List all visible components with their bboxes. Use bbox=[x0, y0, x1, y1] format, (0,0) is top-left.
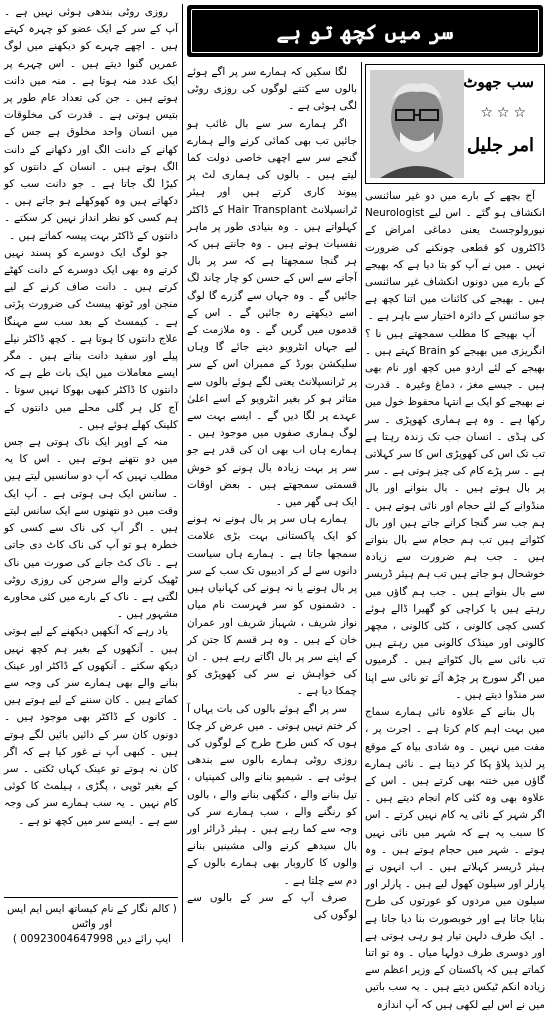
paragraph: ہمارے ہاں سر پر بال ہونے نہ ہونے کو ایک پاکستانی بہت بڑی علامت سمجھا جاتا ہے ۔ ہمارے ہاں سیاست دانوں سے لے کر ادیبوں تک سب کے سر پر بال ہونے یا نہ ہونے کی کہانیاں ہیں ۔ دشمنوں کو سر فہرست نام میاں نواز شریف ، شہباز شریف اور عمران خان کے ہیں ۔ وہ ہر قسم کا جتن کر کے اپنے سر پر بال اگاتے رہے ہیں ۔ ان کی خواہش نے سر کی کھوپڑی کو چمکا دیا ہے ۔ bbox=[187, 513, 357, 698]
contact-note-line: ایپ رائے دیں 00923004647998 ) bbox=[12, 933, 172, 945]
paragraph: روزی روٹی بندھی ہوئی نہیں ہے ۔ آپ کے سر کے ایک عضو کو چہرہ کہتے ہیں ۔ اچھے چہرے کو دیکھنے میں لوگ عمریں گنوا دیتے ہیں ۔ اس چہرے پر ایک عدد منہ ہوتا ہے ۔ منہ میں دانت ہوتے ہیں ۔ جن کی تعداد عام طور پر بتیس ہوتی ہے ۔ قدرت کی مخلوقات میں انسان واحد مخلوق ہے جس کے کھانے کے دانت الگ اور دکھانے کے دانت الگ ہوتے ہیں ۔ انسان کے دانتوں کو کیڑا لگ جاتا ہے ۔ جو دانت سب کو دکھاتے ہیں وہ کھوکھلے ہو جاتے ہیں ۔ ہم کسی کو نظر انداز نہیں کر سکتے ۔ دانتوں کے ڈاکٹر بہت پیسہ کماتے ہیں ۔ bbox=[4, 6, 178, 242]
paragraph: آج بچھے کے بارے میں دو غیر سائنسی انکشاف ہو گئے ۔ اس لیے Neurologist نیورولوجسٹ یعنی دماغی امراض کے ڈاکٹروں کو قطعی چونکنے کی ضرورت نہیں ۔ میں نے آپ کو بتا دیا ہے کہ بھیجے کے بارے میں دونوں انکشاف غیر سائنسی ہیں ۔ بھیجے کی کائنات میں اتنا کچھ ہے جو سائنس کے دائرہ اختیار سے باہر ہے ۔ bbox=[365, 190, 545, 323]
stars-ornament: ☆☆☆ bbox=[480, 105, 530, 121]
paragraph: یاد رہے کہ آنکھیں دیکھنے کے لیے ہوتی ہیں ۔ آنکھوں کے بغیر ہم کچھ نہیں دیکھ سکتے ۔ آنکھوں کے ڈاکٹر اور عینک بنانے والے بھی ہمارے سر کی وجہ سے کماتے ہیں ۔ کان سننے کے لیے ہوتے ہیں ۔ کانوں کے ڈاکٹر بھی موجود ہیں ۔ دونوں کان سر کے دائیں بائیں لگے ہوتے ہیں ۔ کبھی آپ نے غور کیا ہے کہ اگر کان نہ ہوتے تو عینک کہاں ٹکتی ۔ سر کے بغیر ٹوپی ، پگڑی ، ہیلمٹ کا کوئی کام نہیں ۔ یہ سب ہمارے سر کی وجہ سے ہے ۔ ایسے سر میں کچھ تو ہے ۔ bbox=[4, 625, 178, 827]
paragraph: جو لوگ ایک دوسرے کو پسند نہیں کرتے وہ بھی ایک دوسرے کے دانت کھٹے کرتے ہیں ۔ دانت صاف کرنے کے لیے منجن اور ٹوتھ پیسٹ کی ضرورت پڑتی ہے ۔ کیمسٹ کے بعد سب سے مہنگا علاج دانتوں کا ہوتا ہے ۔ کچھ ڈاکٹر نیلے پیلے اور سفید دانت بناتے ہیں ۔ مگر ایسے معاملات میں ایک بات طے ہے کہ دانتوں کا ڈاکٹر کبھی بھوکا نہیں سوتا ۔ آج کل ہر گلی محلے میں دانتوں کے کلینک کھلے ہوئے ہیں ۔ bbox=[4, 246, 178, 431]
column-divider bbox=[182, 4, 183, 942]
byline-box bbox=[365, 64, 545, 184]
contact-note bbox=[4, 902, 180, 947]
author-photo bbox=[370, 70, 464, 178]
paragraph: صرف آپ کے سر کے بالوں سے لوگوں کی bbox=[187, 891, 357, 921]
footer-divider bbox=[4, 897, 178, 898]
series-title: سب جھوٹ bbox=[463, 73, 534, 91]
article-column-left bbox=[4, 4, 178, 894]
paragraph: بال بنانے کے علاوہ نائی ہمارے سماج میں بہت اہم کام کرتا ہے ۔ اجرت پر ، مفت میں نہیں ۔ وہ شادی بیاہ کے موقع پر لذیذ پلاؤ پکا کر دیتا ہے ۔ نائی ہمارے گاؤں میں ختنہ بھی کرتے ہیں ۔ اس کے علاوہ بھی وہ کئی کام انجام دیتے ہیں ۔ اگر شہر کے نائی یہ کام نہیں کرتے ۔ اس کا سبب یہ ہے کہ شہر میں نائی نہیں ہوتے ۔ شہر میں حجام ہوتے ہیں ۔ وہ ہیئر ڈریسر کہلاتے ہیں ۔ اب انہوں نے پارلر اور سیلون کھول لیے ہیں ۔ پارلر اور سیلون میں مردوں کو عورتوں کی طرح بنایا جاتا ہے اور خوبصورت بنا دیا جاتا ہے ۔ ایک طرف دلہن تیار ہو رہی ہوتی ہے اور دوسری طرف دولہا میاں ۔ وہ تو اتنا کماتے ہیں کہ پاکستان کے وزیر اعظم سے زیادہ انکم ٹیکس دیتے ہیں ۔ یہ سب باتیں میں نے اس لیے لکھی ہیں کہ آپ اندازہ bbox=[365, 706, 545, 1011]
paragraph: سر پر اگے ہوئے بالوں کی بات یہاں آ کر ختم نہیں ہوتی ۔ میں عرض کر چکا ہوں کہ کس طرح طرح کے لوگوں کی روزی روٹی ہمارے بالوں سے بندھی ہوئی ہے ۔ شیمپو بنانے والی کمپنیاں ، تیل بنانے والے ، کنگھی بنانے والے ، بالوں کو رنگنے والے ، سب ہمارے سر کی وجہ سے کما رہے ہیں ۔ ہیئر ڈرائر اور بال سیدھے کرنے والی مشینیں بنانے والوں کا کاروبار بھی ہمارے بالوں کے دم سے چلتا ہے ۔ bbox=[187, 702, 357, 887]
paragraph: منہ کے اوپر ایک ناک ہوتی ہے جس میں دو نتھنے ہوتے ہیں ۔ اس کا یہ مطلب نہیں کہ آپ دو سانسیں لیتے ہیں ۔ سانس ایک ہی ہوتی ہے ۔ آپ ایک وقت میں دو نتھنوں سے ایک سانس لیتے ہیں ۔ اگر آپ کی ناک سے کسی کو خطرہ ہو تو آپ کی ناک کاٹ دی جاتی ہے ۔ ناک کٹ جانے کی صورت میں ناک ٹھیک کرنے والے سرجن کی روزی روٹی لگتی ہے ۔ ناک کے بارے میں کئی محاورے مشہور ہیں ۔ bbox=[4, 436, 178, 621]
column-divider bbox=[361, 62, 362, 942]
author-name: امر جلیل bbox=[467, 135, 534, 156]
paragraph: اگر ہمارے سر سے بال غائب ہو جائیں تب بھی کمائی کرنے والے ہمارے گنجے سر سے اچھی خاصی دولت کما لیتے ہیں ۔ بالوں کی ہماری لٹ پر پیوند کاری کرتے ہیں اور ہیئر ٹرانسپلانٹ Hair Transplant کے ڈاکٹر کہلواتے ہیں ۔ وہ بنیادی طور پر ماہر نفسیات ہوتے ہیں ۔ وہ جانتے ہیں کہ ہر گنجا سمجھتا ہے کہ سر پر بال آجانے سے اس کے حسن کو چار چاند لگ جائیں گے ۔ وہ جہاں سے گزرے گا لوگ اسے دیکھتے رہ جائیں گے ۔ اس کے قدموں میں گریں گے ۔ وہ ملازمت کے لیے جہاں انٹرویو دینے جائے گا وہاں سلیکشن بورڈ کے ممبران اس کے سر پر ٹرانسپلانٹ یعنی لگے ہوئے بالوں سے متاثر ہو کر بغیر انٹرویو کے اسے اعلیٰ عہدے پر لگا دیں گے ۔ ایسے بہت سے لوگ ہماری صفوں میں موجود ہیں ۔ ہمارے ہاں اب بھی ان کی قدر ہے جو سر پر بہت زیادہ بال ہونے کو خوش قسمتی سمجھتے ہیں ۔ بعض اوقات ایک ہی گھر میں ۔ bbox=[187, 117, 357, 509]
column-title-banner bbox=[187, 5, 543, 57]
column-title: سر میں کچھ تو ہے bbox=[276, 18, 454, 44]
article-column-right bbox=[364, 188, 545, 1011]
contact-note-line: ( کالم نگار کے نام کیساتھ ایس ایم ایس اور واٹس bbox=[7, 903, 177, 930]
paragraph: لگا سکیں کہ ہمارے سر پر اگے ہوئے بالوں سے کتنے لوگوں کی روزی روٹی لگی ہوئی ہے ۔ bbox=[187, 66, 357, 113]
article-column-middle bbox=[187, 64, 357, 942]
paragraph: آپ بھیجے کا مطلب سمجھتے ہیں نا ؟ انگریزی میں بھیجے کو Brain کہتے ہیں ۔ بھیجے کے لئے اردو میں کچھ اور نام بھی ہیں ۔ جیسے مغز ، دماغ وغیرہ ۔ قدرت نے بھیجے کو ایک بے انتہا محفوظ خول میں رکھا ہے ۔ وہ ہے ہماری کھوپڑی ۔ سر کی ہڈی ۔ انسان جب تک زندہ رہتا ہے تب تک اس کی کھوپڑی اس کا سر کہلاتی ہے ۔ سر پڑے کام کی چیز ہوتی ہے ۔ سر پر بال ہوتے ہیں ۔ بال بنوانے اور بال منڈوانے کے لئے حجام اور نائی ہوتے ہیں ۔ ہم جب سر گنجا کرانے جاتے ہیں اور بال کٹواتے ہیں تب ہم حجام سے بال بنواتے ہیں ۔ جب ہم ضرورت سے زیادہ خوشحال ہو جاتے ہیں تب ہم ہیئر ڈریسر سے بال بنواتے ہیں ۔ جب ہم گاؤں میں رہتے ہیں یا کراچی کو گھیرا ڈالے ہوئے کسی کچی کالونی ، کٹی کالونی ، مچھر کالونی اور مینڈک کالونی میں رہتے ہیں تب نائی سے بال کٹواتے ہیں ۔ گرمیوں میں اگر سورج پر چڑھ آئے تو نائی سے اپنا سر منڈوا دیتے ہیں ۔ bbox=[364, 327, 545, 701]
